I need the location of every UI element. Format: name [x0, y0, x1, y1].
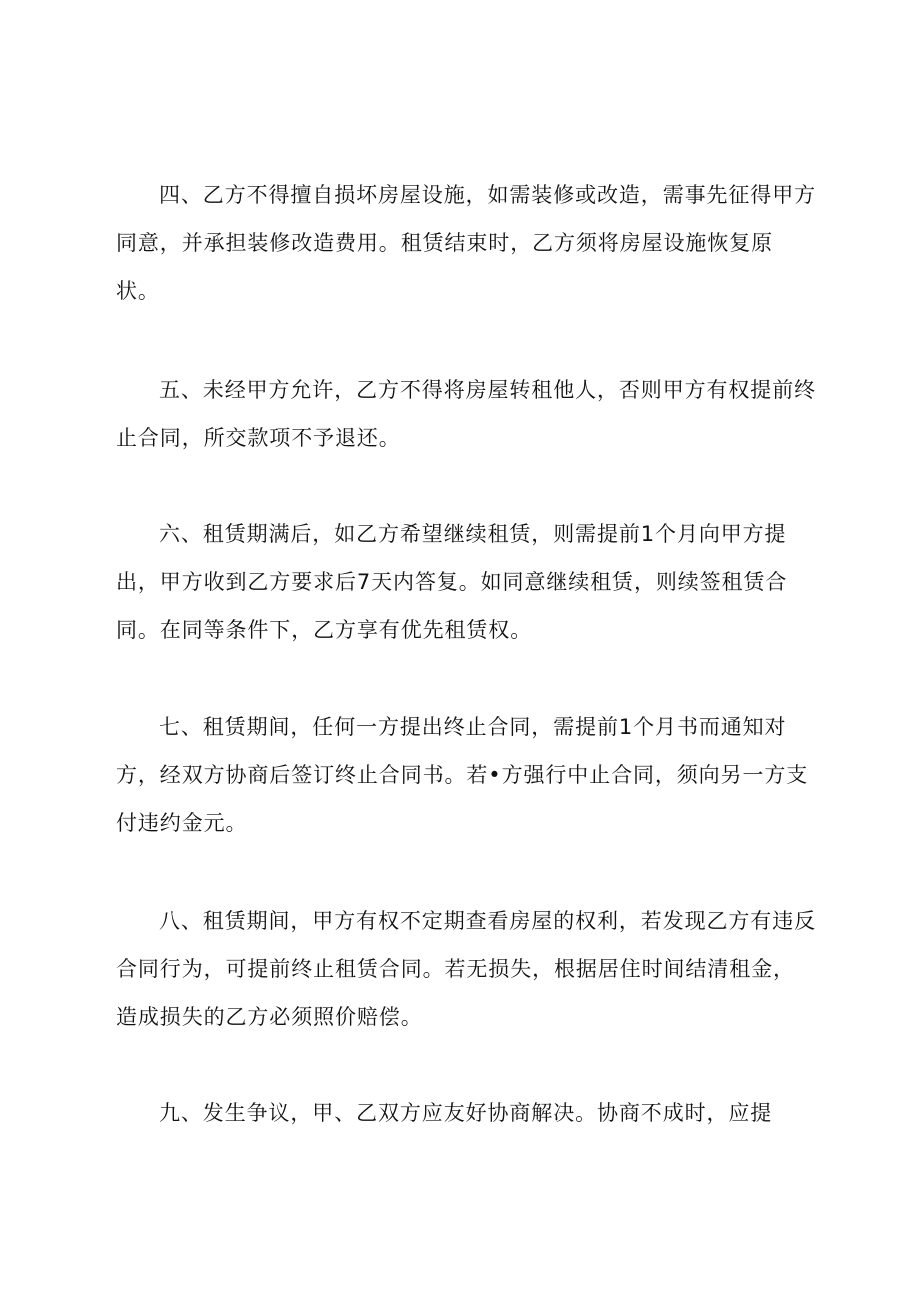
clause-4: 四、乙方不得擅自损坏房屋设施，如需装修或改造，需事先征得甲方同意，并承担装修改造费用。租赁结束时，乙方须将房屋设施恢复原状。 — [116, 183, 816, 303]
clause-6: 六、租赁期满后，如乙方希望继续租赁，则需提前1个月向甲方提出，甲方收到乙方要求后7天内答复。如同意继续租赁，则续签租赁合同。在同等条件下，乙方享有优先租赁权。 — [116, 522, 788, 642]
clause-7: 七、租赁期间，任何一方提出终止合同，需提前1个月书而通知对方，经双方协商后签订终止合同书。若•方强行中止合同，须向另一方支付违约金元。 — [116, 715, 809, 835]
clause-5: 五、未经甲方允许，乙方不得将房屋转租他人，否则甲方有权提前终止合同，所交款项不予退还。 — [116, 378, 816, 450]
clause-8: 八、租赁期间，甲方有权不定期查看房屋的权利，若发现乙方有违反合同行为，可提前终止租赁合同。若无损失，根据居住时间结清租金，造成损失的乙方必须照价赔偿。 — [116, 909, 816, 1029]
clause-9: 九、发生争议，甲、乙双方应友好协商解决。协商不成时，应提 — [159, 1101, 773, 1125]
